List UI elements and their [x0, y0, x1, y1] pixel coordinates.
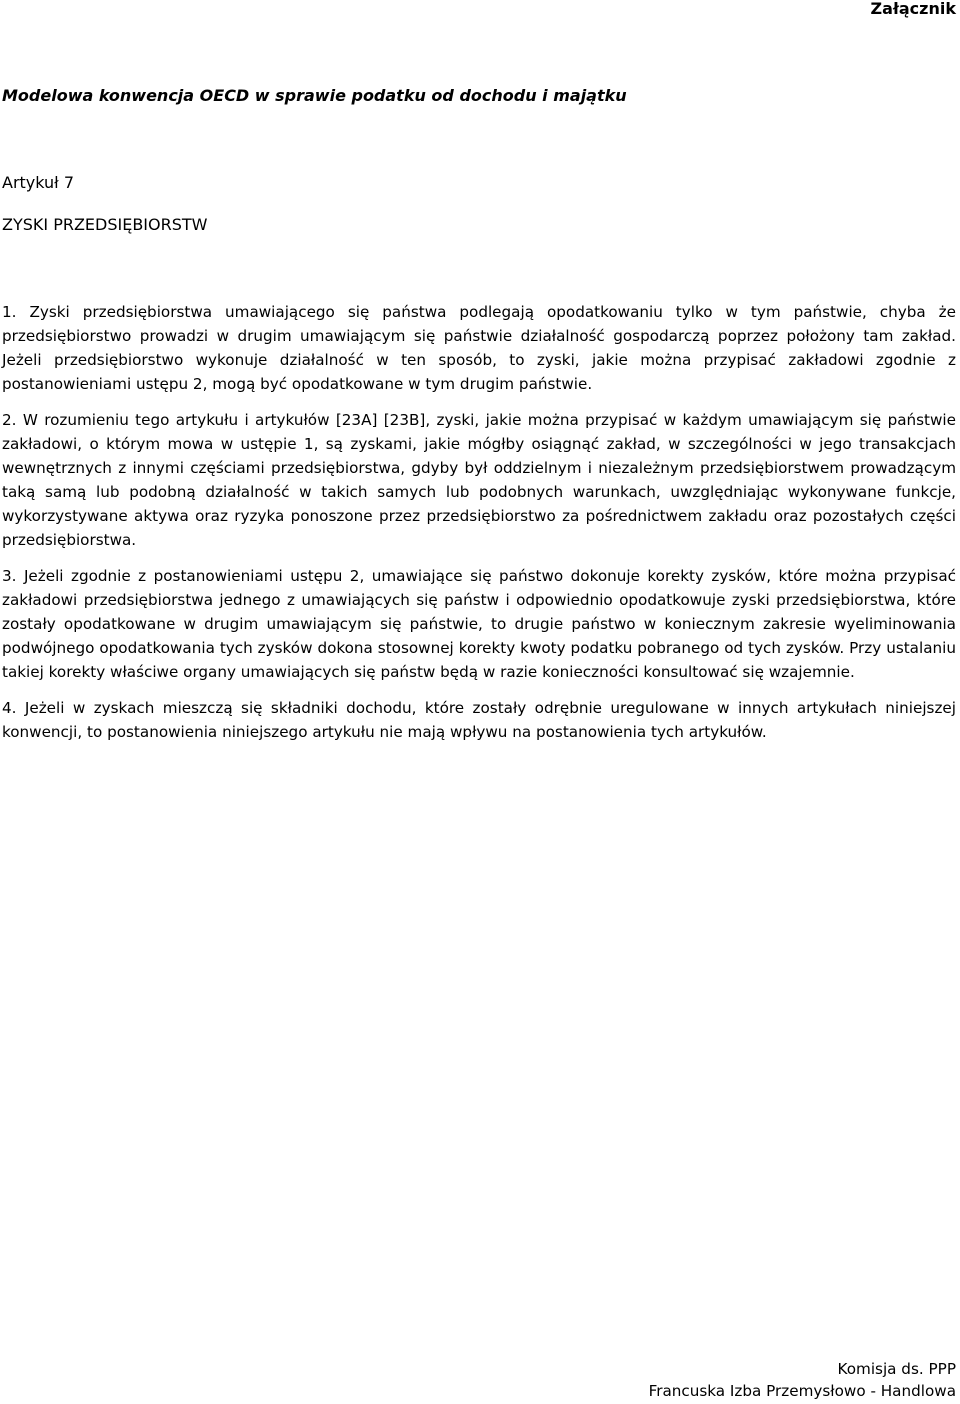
footer-chamber: Francuska Izba Przemysłowo - Handlowa — [648, 1382, 956, 1400]
paragraph-4: 4. Jeżeli w zyskach mieszczą się składniki dochodu, które zostały odrębnie uregulowane w innych artykułach niniejszej konwencji, to postanowienia niniejszego artykułu nie mają wpływu na postanowienia tych artykułów. — [2, 699, 956, 741]
paragraph-3: 3. Jeżeli zgodnie z postanowieniami ustępu 2, umawiające się państwo dokonuje korekty zysków, które można przypisać zakładowi przedsiębiorstwa jednego z umawiających się państw i odpowiednio opodatkowuje zyski przedsiębiorstwa, które zostały opodatkowane w drugim umawiającym się państwie, to drugie państwo w koniecznym zakresie wyeliminowania podwójnego opodatkowania tych zysków dokona stosownej korekty kwoty podatku pobranego od tych zysków. Przy ustalaniu takiej korekty właściwe organy umawiających się państw będą w razie konieczności konsultować się wzajemnie. — [2, 567, 956, 681]
article-body — [2, 300, 956, 756]
article-title: ZYSKI PRZEDSIĘBIORSTW — [2, 215, 208, 234]
attachment-label: Załącznik — [870, 0, 956, 18]
paragraph-1: 1. Zyski przedsiębiorstwa umawiającego się państwa podlegają opodatkowaniu tylko w tym państwie, chyba że przedsiębiorstwo prowadzi w drugim umawiającym się państwie działalność gospodarczą poprzez położony tam zakład. Jeżeli przedsiębiorstwo wykonuje działalność w ten sposób, to zyski, jakie można przypisać zakładowi zgodnie z postanowieniami ustępu 2, mogą być opodatkowane w tym drugim państwie. — [2, 303, 956, 393]
article-number: Artykuł 7 — [2, 173, 74, 192]
document-title: Modelowa konwencja OECD w sprawie podatku od dochodu i majątku — [2, 86, 627, 105]
page-footer — [649, 1358, 956, 1402]
paragraph-2: 2. W rozumieniu tego artykułu i artykułów [23A] [23B], zyski, jakie można przypisać w każdym umawiającym się państwie zakładowi, o którym mowa w ustępie 1, są zyskami, jakie mógłby osiągnąć zakład, w szczególności w jego transakcjach wewnętrznych z innymi częściami przedsiębiorstwa, gdyby był oddzielnym i niezależnym przedsiębiorstwem prowadzącym taką samą lub podobną działalność w takich samych lub podobnych warunkach, uwzględniając wykonywane funkcje, wykorzystywane aktywa oraz ryzyka ponoszone przez przedsiębiorstwo za pośrednictwem zakładu oraz pozostałych części przedsiębiorstwa. — [2, 411, 956, 549]
footer-committee: Komisja ds. PPP — [837, 1360, 956, 1378]
